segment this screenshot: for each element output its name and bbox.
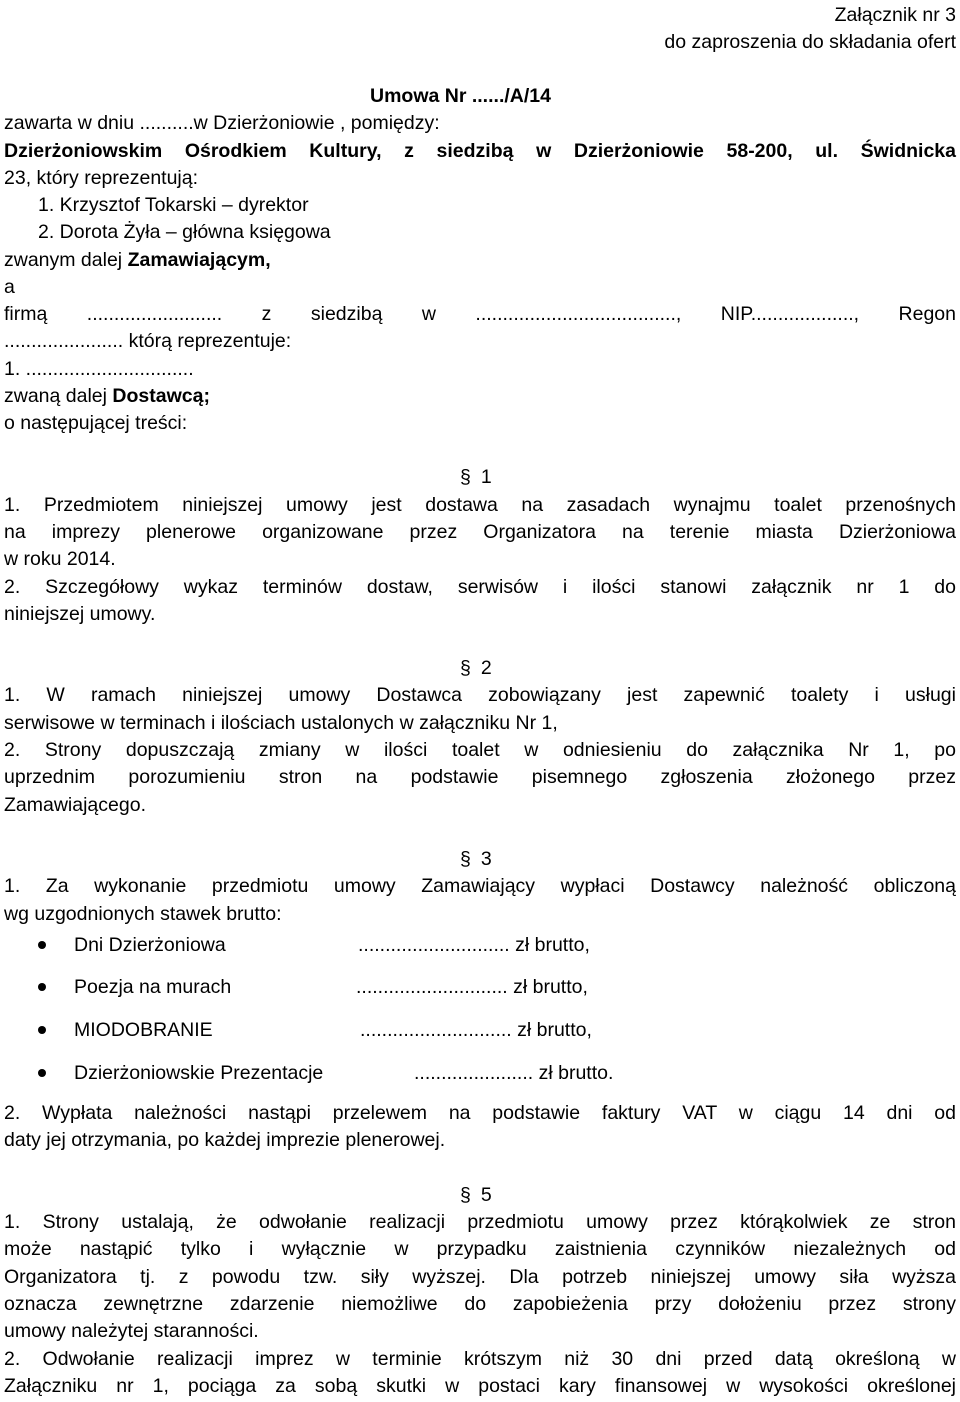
s5-line4: oznacza zewnętrzne zdarzenie niemożliwe do zapobieżenia przy dołożeniu przez strony [4,1293,956,1315]
supplier-name: Dostawcą; [112,385,210,407]
s3-line3: 2. Wypłata należności nastąpi przelewem na podstawie faktury VAT w ciągu 14 dni od [4,1102,956,1124]
event-name: MIODOBRANIE [74,1019,213,1041]
s5-line7: Załączniku nr 1, pociąga za sobą skutki w postaci kary finansowej w wysokości określonej [4,1375,956,1397]
s3-line1: 1. Za wykonanie przedmiotu umowy Zamawiający wypłaci Dostawcy należność obliczoną [4,875,956,897]
representative-1: 1. Krzysztof Tokarski – dyrektor [38,194,309,216]
event-name: Dzierżoniowskie Prezentacje [74,1062,324,1084]
and-line: a [4,276,15,298]
party1-line1: Dzierżoniowskim Ośrodkiem Kultury, z siedzibą w Dzierżoniowie 58-200, ul. Świdnicka [4,140,956,162]
s1-line5: niniejszej umowy. [4,603,156,625]
s1-line2: na imprezy plenerowe organizowane przez Organizatora na terenie miasta Dzierżoniowa [4,521,956,543]
event-price: ............................ zł brutto, [358,934,590,956]
s3-line2: wg uzgodnionych stawek brutto: [4,903,282,925]
section-3-heading [460,846,492,873]
section-2-heading [460,655,492,682]
section-number: 1 [480,466,492,488]
called-supplier [4,383,210,410]
section-mark: § [460,848,471,870]
section-number: 5 [480,1184,492,1206]
buyer-name: Zamawiającym, [127,249,271,271]
called-buyer [4,247,271,274]
s1-line3: w roku 2014. [4,548,116,570]
representative-2: 2. Dorota Żyła – główna księgowa [38,221,331,243]
section-number: 3 [480,848,492,870]
event-price: ............................ zł brutto, [360,1019,592,1041]
s1-line1: 1. Przedmiotem niniejszej umowy jest dostawa na zasadach wynajmu toalet przenośnych [4,494,956,516]
section-mark: § [460,466,471,488]
event-name: Poezja na murach [74,976,232,998]
firm-line: firmą ......................... z siedzibą w ....................................., NIP..................., Regon [4,303,956,325]
list-bullet [38,941,46,949]
s2-line1: 1. W ramach niniejszej umowy Dostawca zobowiązany jest zapewnić toalety i usługi [4,684,956,706]
s2-line4: uprzednim porozumieniu stron na podstawie pisemnego zgłoszenia złożonego przez [4,766,956,788]
supplier-prefix: zwaną dalej [4,385,113,407]
annex-subtitle: do zaproszenia do składania ofert [664,31,956,53]
section-5-heading [460,1182,492,1209]
party1-line2: 23, który reprezentują: [4,167,199,189]
s5-line1: 1. Strony ustalają, że odwołanie realizacji przedmiotu umowy przez którąkolwiek ze stron [4,1211,956,1233]
s5-line3: Organizatora tj. z powodu tzw. siły wyższej. Dla potrzeb niniejszej umowy siła wyższa [4,1266,956,1288]
s5-line6: 2. Odwołanie realizacji imprez w terminie krótszym niż 30 dni przed datą określoną w [4,1348,956,1370]
event-name: Dni Dzierżoniowa [74,934,226,956]
list-bullet [38,1069,46,1077]
s2-line2: serwisowe w terminach i ilościach ustalonych w załączniku Nr 1, [4,712,558,734]
section-mark: § [460,657,471,679]
event-price: ............................ zł brutto, [356,976,588,998]
s5-line2: może nastąpić tylko i wyłącznie w przypadku zaistnienia czynników niezależnych od [4,1238,956,1260]
section-mark: § [460,1184,471,1206]
s3-line4: daty jej otrzymania, po każdej imprezie plenerowej. [4,1129,446,1151]
annex-label: Załącznik nr 3 [834,4,956,26]
s2-line5: Zamawiającego. [4,794,146,816]
contract-title: Umowa Nr ....../A/14 [370,85,551,107]
section-number: 2 [480,657,492,679]
list-bullet [38,1026,46,1034]
list-bullet [38,983,46,991]
s5-line5: umowy należytej staranności. [4,1320,259,1342]
s1-line4: 2. Szczegółowy wykaz terminów dostaw, serwisów i ilości stanowi załącznik nr 1 do [4,576,956,598]
concluded-line: zawarta w dniu ..........w Dzierżoniowie , pomiędzy: [4,112,440,134]
section-1-heading [460,464,492,491]
content-intro: o następującej treści: [4,412,188,434]
s2-line3: 2. Strony dopuszczają zmiany w ilości toalet w odniesieniu do załącznika Nr 1, po [4,739,956,761]
firm-representation: ...................... którą reprezentuje: [4,330,292,352]
called-prefix: zwanym dalej [4,249,128,271]
event-price: ...................... zł brutto. [414,1062,614,1084]
firm-representative-1: 1. ............................... [4,358,194,380]
